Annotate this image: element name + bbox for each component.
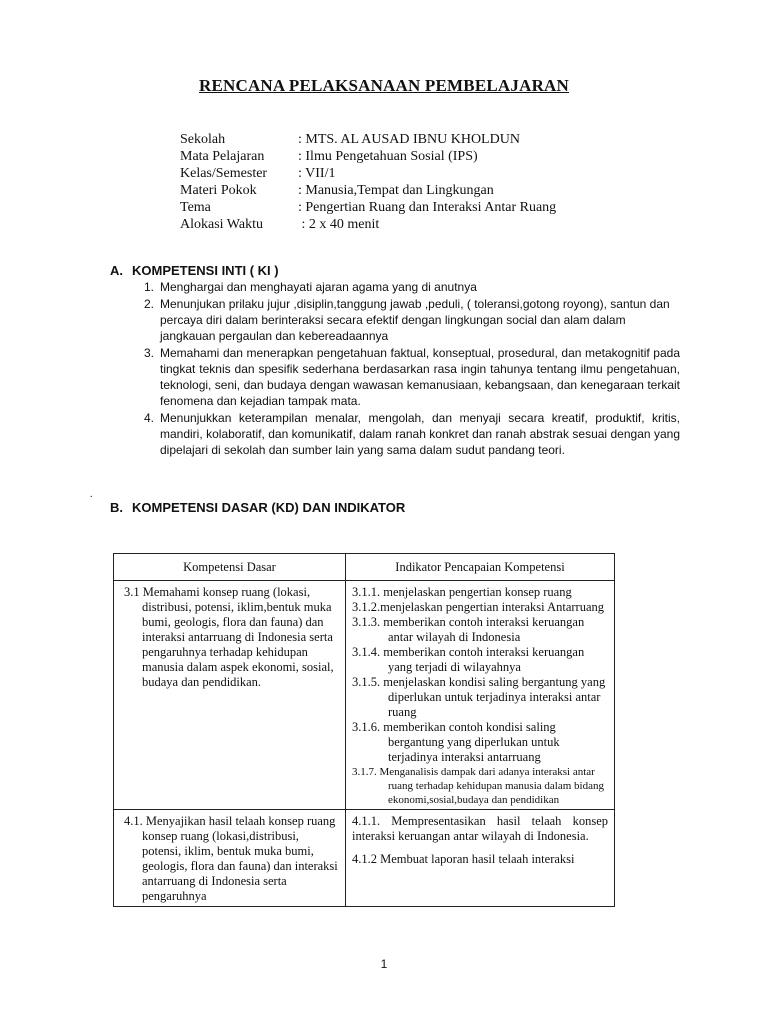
meta-value: : Manusia,Tempat dan Lingkungan [298, 183, 494, 198]
list-text: Memahami dan menerapkan pengetahuan faktual, konseptual, prosedural, dan metakognitif pada tingkat teknis dan spesifik sederhana berdasarkan rasa ingin tahunya tentang ilmu pengetahuan, teknologi, seni, dan budaya dengan wawasan kemanusiaan, kebangsaan, dan kenegaraan terkait fenomena dan kejadian tampak mata. [160, 346, 680, 408]
meta-key: Materi Pokok [180, 183, 257, 198]
meta-row-mata-pelajaran [180, 148, 556, 165]
indicator-item: 4.1.1. Mempresentasikan hasil telaah konsep interaksi keruangan antar wilayah di Indonesia. [352, 814, 608, 843]
identity-block [180, 131, 556, 233]
indicator-item: 3.1.1. menjelaskan pengertian konsep ruang [352, 585, 572, 599]
section-title: KOMPETENSI INTI ( KI ) [132, 263, 279, 278]
indicator-item: 3.1.4. memberikan contoh interaksi keruangan yang terjadi di wilayahnya [352, 645, 585, 674]
list-number: 3. [143, 346, 154, 360]
indicator-item: 3.1.3. memberikan contoh interaksi keruangan antar wilayah di Indonesia [352, 615, 585, 644]
page-number: 1 [380, 957, 388, 971]
kd-cell [114, 810, 346, 907]
document-title: RENCANA PELAKSANAAN PEMBELAJARAN [198, 76, 570, 95]
meta-row-materi-pokok [180, 182, 556, 199]
meta-value: : 2 x 40 menit [298, 217, 380, 232]
table-row [114, 810, 615, 907]
table-header-row [114, 554, 615, 581]
meta-key: Mata Pelajaran [180, 149, 265, 164]
table-header-indicator: Indikator Pencapaian Kompetensi [346, 554, 615, 581]
indicator-item: 3.1.5. menjelaskan kondisi saling bergantung yang diperlukan untuk terjadinya interaksi antar ruang [352, 675, 606, 719]
list-number: 1. [143, 280, 154, 294]
indicator-cell [346, 810, 615, 907]
meta-row-sekolah [180, 131, 556, 148]
meta-value: : Pengertian Ruang dan Interaksi Antar Ruang [298, 200, 557, 215]
stray-mark: . [90, 489, 93, 500]
section-a-heading [110, 263, 279, 278]
meta-row-alokasi-waktu [180, 216, 556, 233]
kd-cell [114, 581, 346, 810]
list-item [110, 296, 680, 344]
list-item [110, 410, 680, 458]
meta-value: : Ilmu Pengetahuan Sosial (IPS) [298, 149, 478, 164]
indicator-item: 4.1.2 Membuat laporan hasil telaah interaksi [352, 852, 575, 866]
table-row [114, 581, 615, 810]
list-item [110, 345, 680, 409]
list-number: 4. [143, 411, 154, 425]
indicator-item: 3.1.7. Menganalisis dampak dari adanya interaksi antar ruang terhadap kehidupan manusia dalam bidang ekonomi,sosial,budaya dan pendidikan [352, 766, 604, 806]
ki-list [110, 279, 680, 459]
section-letter: B. [110, 500, 123, 515]
meta-value: : MTS. AL AUSAD IBNU KHOLDUN [298, 132, 520, 147]
list-item [110, 279, 680, 295]
list-text: Menunjukkan keterampilan menalar, mengolah, dan menyaji secara kreatif, produktif, kritis, mandiri, kolaboratif, dan komunikatif, dalam ranah konkret dan ranah abstrak sesuai dengan yang dipelajari di sekolah dan sumber lain yang sama dalam sudut pandang teori. [160, 411, 680, 457]
meta-row-tema [180, 199, 556, 216]
list-text: Menunjukan prilaku jujur ,disiplin,tanggung jawab ,peduli, ( toleransi,gotong royong), santun dan percaya diri dalam berinteraksi secara efektif dengan lingkungan social dan alam dalam jangkauan pergaulan dan kebereadaannya [160, 297, 670, 343]
indicator-cell [346, 581, 615, 810]
kd-text: 3.1 Memahami konsep ruang (lokasi, distribusi, potensi, iklim,bentuk muka bumi, geologis, flora dan fauna) dan interaksi antarruang di Indonesia serta pengaruhnya terhadap kehidupan manusia dalam aspek ekonomi, sosial, budaya dan pendidikan. [124, 585, 334, 689]
kd-indicator-table [113, 553, 615, 907]
spacer [352, 844, 608, 852]
meta-key: Tema [180, 200, 211, 215]
table-header-kd: Kompetensi Dasar [114, 554, 346, 581]
list-text: Menghargai dan menghayati ajaran agama yang di anutnya [160, 280, 477, 294]
section-letter: A. [110, 263, 123, 278]
meta-key: Kelas/Semester [180, 166, 268, 181]
kd-text: 4.1. Menyajikan hasil telaah konsep ruang konsep ruang (lokasi,distribusi, potensi, iklim, bentuk muka bumi, geologis, flora dan fauna) dan interaksi antarruang di Indonesia serta pengaruhnya [124, 814, 338, 903]
meta-value: : VII/1 [298, 166, 336, 181]
indicator-item: 3.1.2.menjelaskan pengertian interaksi Antarruang [352, 600, 605, 614]
meta-row-kelas-semester [180, 165, 556, 182]
meta-key: Alokasi Waktu [180, 217, 263, 232]
section-title: KOMPETENSI DASAR (KD) DAN INDIKATOR [132, 500, 406, 515]
list-number: 2. [143, 297, 154, 311]
section-b-heading [110, 500, 405, 515]
meta-key: Sekolah [180, 132, 226, 147]
indicator-item: 3.1.6. memberikan contoh kondisi saling bergantung yang diperlukan untuk terjadinya interaksi antarruang [352, 720, 560, 764]
